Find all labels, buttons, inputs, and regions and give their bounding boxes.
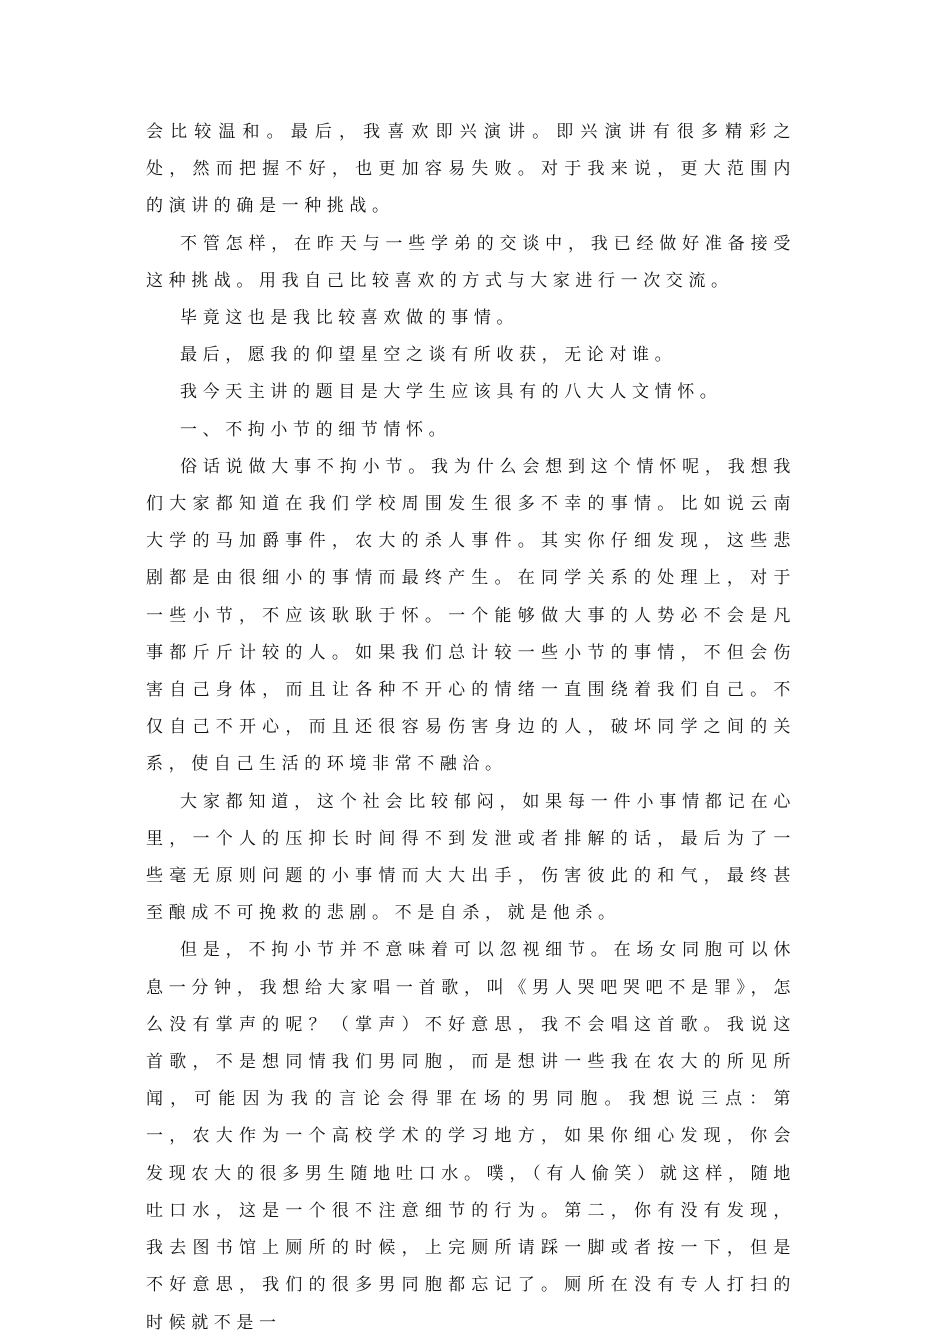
paragraph: 我今天主讲的题目是大学生应该具有的八大人文情怀。 [180, 382, 723, 403]
document-body [146, 114, 796, 1342]
paragraph: 但是，不拘小节并不意味着可以忽视细节。在场女同胞可以休息一分钟，我想给大家唱一首歌，叫《男人哭吧哭吧不是罪》，怎么没有掌声的呢？（掌声）不好意思，我不会唱这首歌。我说这首歌，不是想同情我们男同胞，而是想讲一些我在农大的所见所闻，可能因为我的言论会得罪在场的男同胞。我想说三点：第一，农大作为一个高校学术的学习地方，如果你细心发现，你会发现农大的很多男生随地吐口水。噗，（有人偷笑）就这样，随地吐口水，这是一个很不注意细节的行为。第二，你有没有发现，我去图书馆上厕所的时候，上完厕所请踩一脚或者按一下，但是不好意思，我们的很多男同胞都忘记了。厕所在没有专人打扫的时候就不是一 [146, 940, 796, 1333]
paragraph: 最后，愿我的仰望星空之谈有所收获，无论对谁。 [180, 345, 678, 366]
paragraph: 毕竟这也是我比较喜欢做的事情。 [180, 308, 519, 329]
paragraph: 俗话说做大事不拘小节。我为什么会想到这个情怀呢，我想我们大家都知道在我们学校周围发生很多不幸的事情。比如说云南大学的马加爵事件，农大的杀人事件。其实你仔细发现，这些悲剧都是由很细小的事情而最终产生。在同学关系的处理上，对于一些小节，不应该耿耿于怀。一个能够做大事的人势必不会是凡事都斤斤计较的人。如果我们总计较一些小节的事情，不但会伤害自己身体，而且让各种不开心的情绪一直围绕着我们自己。不仅自己不开心，而且还很容易伤害身边的人，破坏同学之间的关系，使自己生活的环境非常不融洽。 [146, 456, 796, 775]
paragraph: 会比较温和。最后，我喜欢即兴演讲。即兴演讲有很多精彩之处，然而把握不好，也更加容易失败。对于我来说，更大范围内的演讲的确是一种挑战。 [146, 122, 796, 217]
paragraph: 不管怎样，在昨天与一些学弟的交谈中，我已经做好准备接受这种挑战。用我自己比较喜欢的方式与大家进行一次交流。 [146, 233, 796, 291]
paragraph: 大家都知道，这个社会比较郁闷，如果每一件小事情都记在心里，一个人的压抑长时间得不到发泄或者排解的话，最后为了一些毫无原则问题的小事情而大大出手，伤害彼此的和气，最终甚至酿成不可挽救的悲剧。不是自杀，就是他杀。 [146, 791, 796, 924]
section-heading: 一、不拘小节的细节情怀。 [180, 419, 452, 440]
